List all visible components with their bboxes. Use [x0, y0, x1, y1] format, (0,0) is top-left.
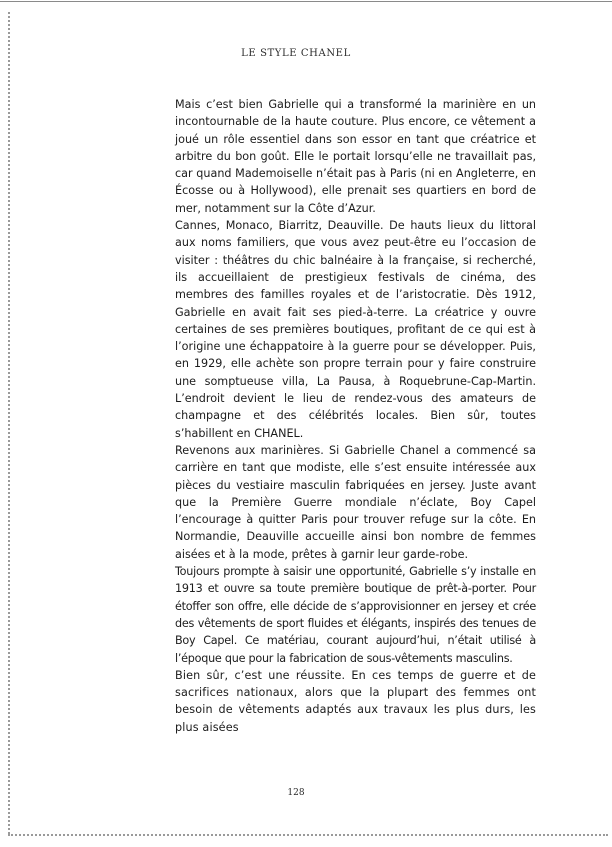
paragraph: Mais c’est bien Gabrielle qui a transformé la marinière en un incontournable de la haute couture. Plus encore, ce vêtement a joué un rôle essentiel dans son essor en tant que créatrice et arbitre du bon goût. Elle le portait lorsqu’elle ne travaillait pas, car quand Mademoiselle n’était pas à Paris (ni en Angleterre, en Écosse ou à Hollywood), elle prenait ses quartiers en bord de mer, notamment sur la Côte d’Azur. — [175, 98, 536, 215]
page-number: 128 — [287, 788, 305, 798]
paragraph: Cannes, Monaco, Biarritz, Deauville. De hauts lieux du littoral aux noms familiers, que vous avez peut-être eu l’occasion de visiter : théâtres du chic balnéaire à la française, si recherché, ils accueillaient de prestigieux festivals de cinéma, des membres des familles royales et de l’aristocratie. Dès 1912, Gabrielle en avait fait ses pied-à-terre. La créatrice y ouvre certaines de ses premières boutiques, profitant de ce qui est à l’origine une échappatoire à la guerre pour se développer. Puis, en 1929, elle achète son propre terrain pour y faire construire une somptueuse villa, La Pausa, à Roquebrune-Cap-Martin. L’endroit devient le lieu de rendez-vous des amateurs de champagne et des célébrités locales. Bien sûr, toutes s’habillent en CHANEL. — [175, 219, 536, 440]
body-text — [175, 96, 536, 736]
paragraph: Toujours prompte à saisir une opportunité, Gabrielle s’y installe en 1913 et ouvre sa toute première boutique de prêt-à-porter. Pour étoffer son offre, elle décide de s’approvisionner en jersey et crée des vêtements de sport fluides et élégants, inspirés des tenues de Boy Capel. Ce matériau, courant aujourd’hui, n’était utilisé à l’époque que pour la fabrication de sous-vêtements masculins. — [175, 565, 536, 665]
paragraph: Revenons aux marinières. Si Gabrielle Chanel a commencé sa carrière en tant que modiste, elle s’est ensuite intéressée aux pièces du vestiaire masculin fabriquées en jersey. Juste avant que la Première Guerre mondiale n’éclate, Boy Capel l’encourage à quitter Paris pour trouver refuge sur la côte. En Normandie, Deauville accueille ainsi bon nombre de femmes aisées et à la mode, prêtes à garnir leur garde-robe. — [175, 443, 536, 561]
top-border-line — [0, 1, 612, 2]
left-dotted-border — [8, 12, 10, 834]
bottom-dotted-border — [8, 834, 608, 836]
running-title: LE STYLE CHANEL — [241, 48, 351, 59]
paragraph: Bien sûr, c’est une réussite. En ces temps de guerre et de sacrifices nationaux, alors que la plupart des femmes ont besoin de vêtements adaptés aux travaux les plus durs, les plus aisées — [175, 668, 536, 734]
